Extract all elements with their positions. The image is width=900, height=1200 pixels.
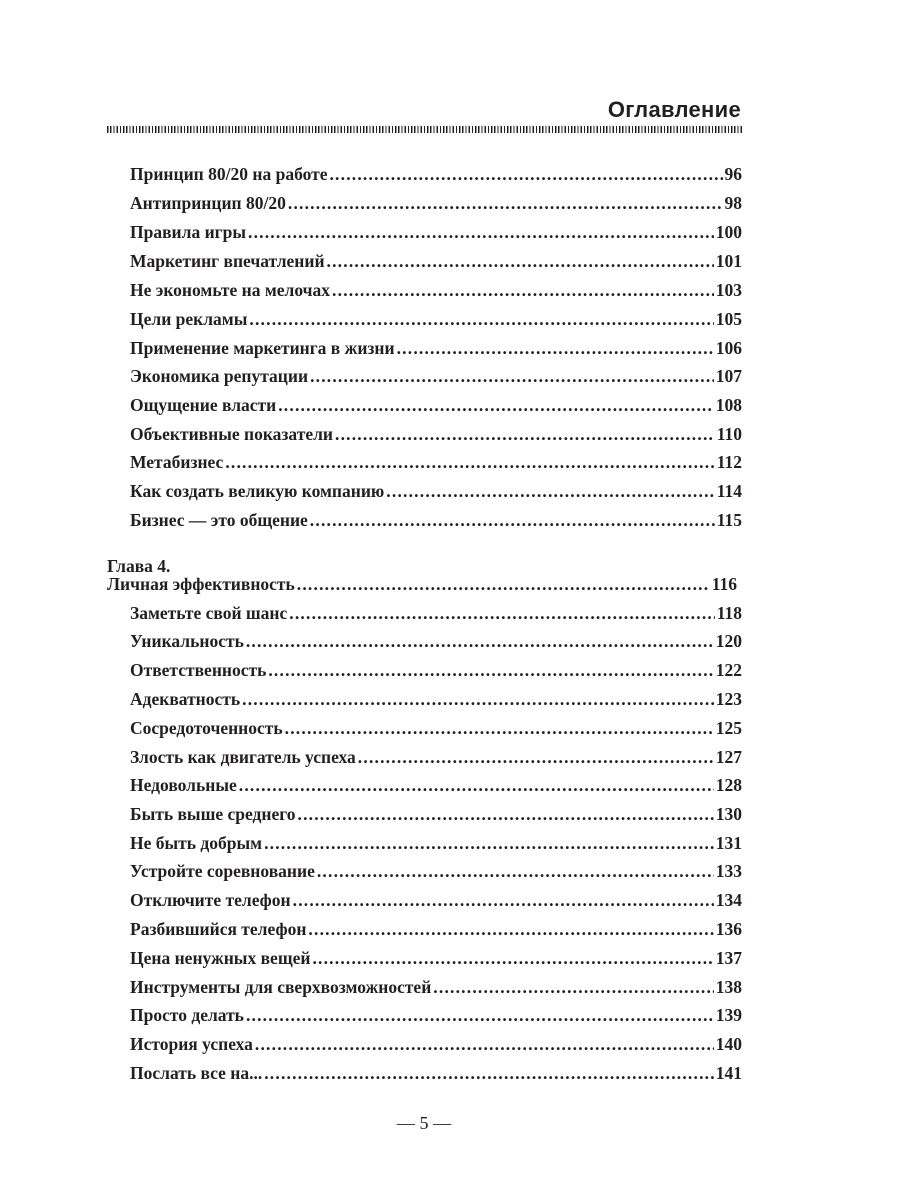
toc-entry[interactable] [130, 974, 742, 1000]
toc-entry-title: Метабизнес [130, 452, 224, 472]
chapter-title: Личная эффективность [107, 574, 295, 594]
toc-entry[interactable] [130, 916, 742, 942]
page-title: Оглавление [607, 97, 741, 122]
toc-entry-page: 130 [715, 804, 742, 824]
dot-leader [433, 974, 713, 1000]
toc-entry-title: Разбившийся телефон [130, 919, 307, 939]
dot-leader [327, 248, 714, 274]
toc-entry-page: 139 [715, 1005, 742, 1025]
toc-entry[interactable] [130, 421, 742, 447]
dot-leader [288, 190, 723, 216]
dot-leader [248, 219, 714, 245]
toc-entry-page: 108 [715, 395, 742, 415]
dot-leader [397, 335, 714, 361]
toc-entry-title: Антипринцип 80/20 [130, 193, 286, 213]
toc-entry-title: Устройте соревнование [130, 861, 315, 881]
toc-entry-page: 106 [715, 338, 742, 358]
dot-leader [255, 1031, 714, 1057]
toc-entry-title: Сосредоточенность [130, 718, 283, 738]
toc-entry-page: 114 [716, 481, 742, 501]
toc-entry[interactable] [130, 161, 742, 187]
toc-entry[interactable] [130, 887, 742, 913]
dot-leader [246, 1002, 714, 1028]
toc-entry-page: 123 [715, 689, 742, 709]
toc-entry[interactable] [130, 1060, 742, 1086]
toc-entry-page: 98 [724, 193, 742, 213]
toc-entry-title: Правила игры [130, 222, 246, 242]
toc-entry-page: 100 [715, 222, 742, 242]
dot-leader [242, 686, 714, 712]
toc-entry-page: 96 [724, 164, 742, 184]
toc-entry-title: Послать все на... [130, 1063, 263, 1083]
toc-entry-title: Злость как двигатель успеха [130, 747, 356, 767]
dot-leader [358, 744, 714, 770]
toc-entry[interactable] [130, 600, 742, 626]
toc-entry[interactable] [130, 306, 742, 332]
toc-entry[interactable] [130, 830, 742, 856]
dot-leader [289, 600, 714, 626]
dot-leader [297, 571, 710, 597]
toc-entry-title: Ощущение власти [130, 395, 277, 415]
toc-entry-title: Цена ненужных вещей [130, 948, 311, 968]
toc-entry-title: Экономика репутации [130, 366, 309, 386]
toc-entry-page: 125 [715, 718, 742, 738]
toc-entry-page: 138 [715, 977, 742, 997]
toc-entry[interactable] [130, 190, 742, 216]
toc-entry[interactable] [130, 335, 742, 361]
dot-leader [264, 830, 714, 856]
toc-entry[interactable] [130, 801, 742, 827]
toc-entry-page: 101 [715, 251, 742, 271]
toc-entry[interactable] [130, 449, 742, 475]
toc-entry-page: 105 [715, 309, 742, 329]
toc-entry[interactable] [130, 478, 742, 504]
toc-entry-title: Не быть добрым [130, 833, 263, 853]
toc-entry[interactable] [130, 363, 742, 389]
dot-leader [246, 628, 714, 654]
toc-entry-title: Инструменты для сверхвозможностей [130, 977, 432, 997]
toc-entry[interactable] [130, 219, 742, 245]
dot-leader [310, 507, 715, 533]
chapter-label: Глава 4. [107, 556, 171, 576]
dot-leader [329, 161, 722, 187]
toc-entry[interactable] [130, 392, 742, 418]
toc-entry-title: История успеха [130, 1034, 253, 1054]
header-rule [107, 126, 742, 133]
toc-entry[interactable] [130, 686, 742, 712]
dot-leader [278, 392, 714, 418]
toc-entry-title: Уникальность [130, 631, 244, 651]
toc-entry[interactable] [130, 744, 742, 770]
dot-leader [335, 421, 715, 447]
toc-entry-page: 122 [715, 660, 742, 680]
page-number: — 5 — [397, 1113, 451, 1133]
toc-entry-page: 140 [715, 1034, 742, 1054]
toc-entry[interactable] [130, 1031, 742, 1057]
toc-entry-title: Ответственность [130, 660, 267, 680]
dot-leader [310, 363, 714, 389]
dot-leader [285, 715, 714, 741]
toc-entry[interactable] [130, 772, 742, 798]
toc-entry[interactable] [130, 1002, 742, 1028]
toc-entry-page: 110 [716, 424, 742, 444]
toc-entry[interactable] [130, 507, 742, 533]
dot-leader [308, 916, 713, 942]
toc-entry-title: Объективные показатели [130, 424, 333, 444]
toc-entry-page: 107 [715, 366, 742, 386]
toc-entry-page: 131 [715, 833, 742, 853]
toc-entry-title: Принцип 80/20 на работе [130, 164, 328, 184]
toc-entry-page: 112 [716, 452, 742, 472]
toc-entry-title: Не экономьте на мелочах [130, 280, 331, 300]
toc-entry-title: Адекватность [130, 689, 241, 709]
toc-entry[interactable] [130, 657, 742, 683]
toc-entry-page: 136 [715, 919, 742, 939]
toc-entry[interactable] [130, 628, 742, 654]
dot-leader [386, 478, 714, 504]
dot-leader [225, 449, 714, 475]
toc-entry-title: Недовольные [130, 775, 237, 795]
chapter-page: 116 [711, 574, 737, 594]
toc-entry-title: Отключите телефон [130, 890, 291, 910]
dot-leader [298, 801, 714, 827]
toc-entry[interactable] [130, 277, 742, 303]
toc-entry-title: Заметьте свой шанс [130, 603, 288, 623]
toc-entry[interactable] [130, 858, 742, 884]
toc-entry-page: 137 [715, 948, 742, 968]
toc-entry-page: 128 [715, 775, 742, 795]
dot-leader [317, 858, 714, 884]
dot-leader [332, 277, 714, 303]
toc-entry-page: 127 [715, 747, 742, 767]
toc-entry-title: Применение маркетинга в жизни [130, 338, 395, 358]
toc-entry-title: Маркетинг впечатлений [130, 251, 325, 271]
toc-entry[interactable] [130, 248, 742, 274]
toc-entry-page: 141 [715, 1063, 742, 1083]
dot-leader [293, 887, 714, 913]
dot-leader [312, 945, 713, 971]
dot-leader [264, 1060, 714, 1086]
toc-entry-page: 103 [715, 280, 742, 300]
toc-entry[interactable] [130, 945, 742, 971]
toc-entry-page: 120 [715, 631, 742, 651]
toc-chapter-entry[interactable] [107, 571, 737, 597]
toc-entry-page: 134 [715, 890, 742, 910]
toc-entry-page: 115 [716, 510, 742, 530]
dot-leader [249, 306, 713, 332]
toc-entry-title: Быть выше среднего [130, 804, 296, 824]
toc-entry[interactable] [130, 715, 742, 741]
toc-entry-page: 133 [715, 861, 742, 881]
toc-entry-page: 118 [716, 603, 742, 623]
dot-leader [239, 772, 714, 798]
dot-leader [268, 657, 713, 683]
toc-entry-title: Цели рекламы [130, 309, 248, 329]
toc-entry-title: Как создать великую компанию [130, 481, 385, 501]
toc-entry-title: Просто делать [130, 1005, 244, 1025]
toc-entry-title: Бизнес — это общение [130, 510, 308, 530]
